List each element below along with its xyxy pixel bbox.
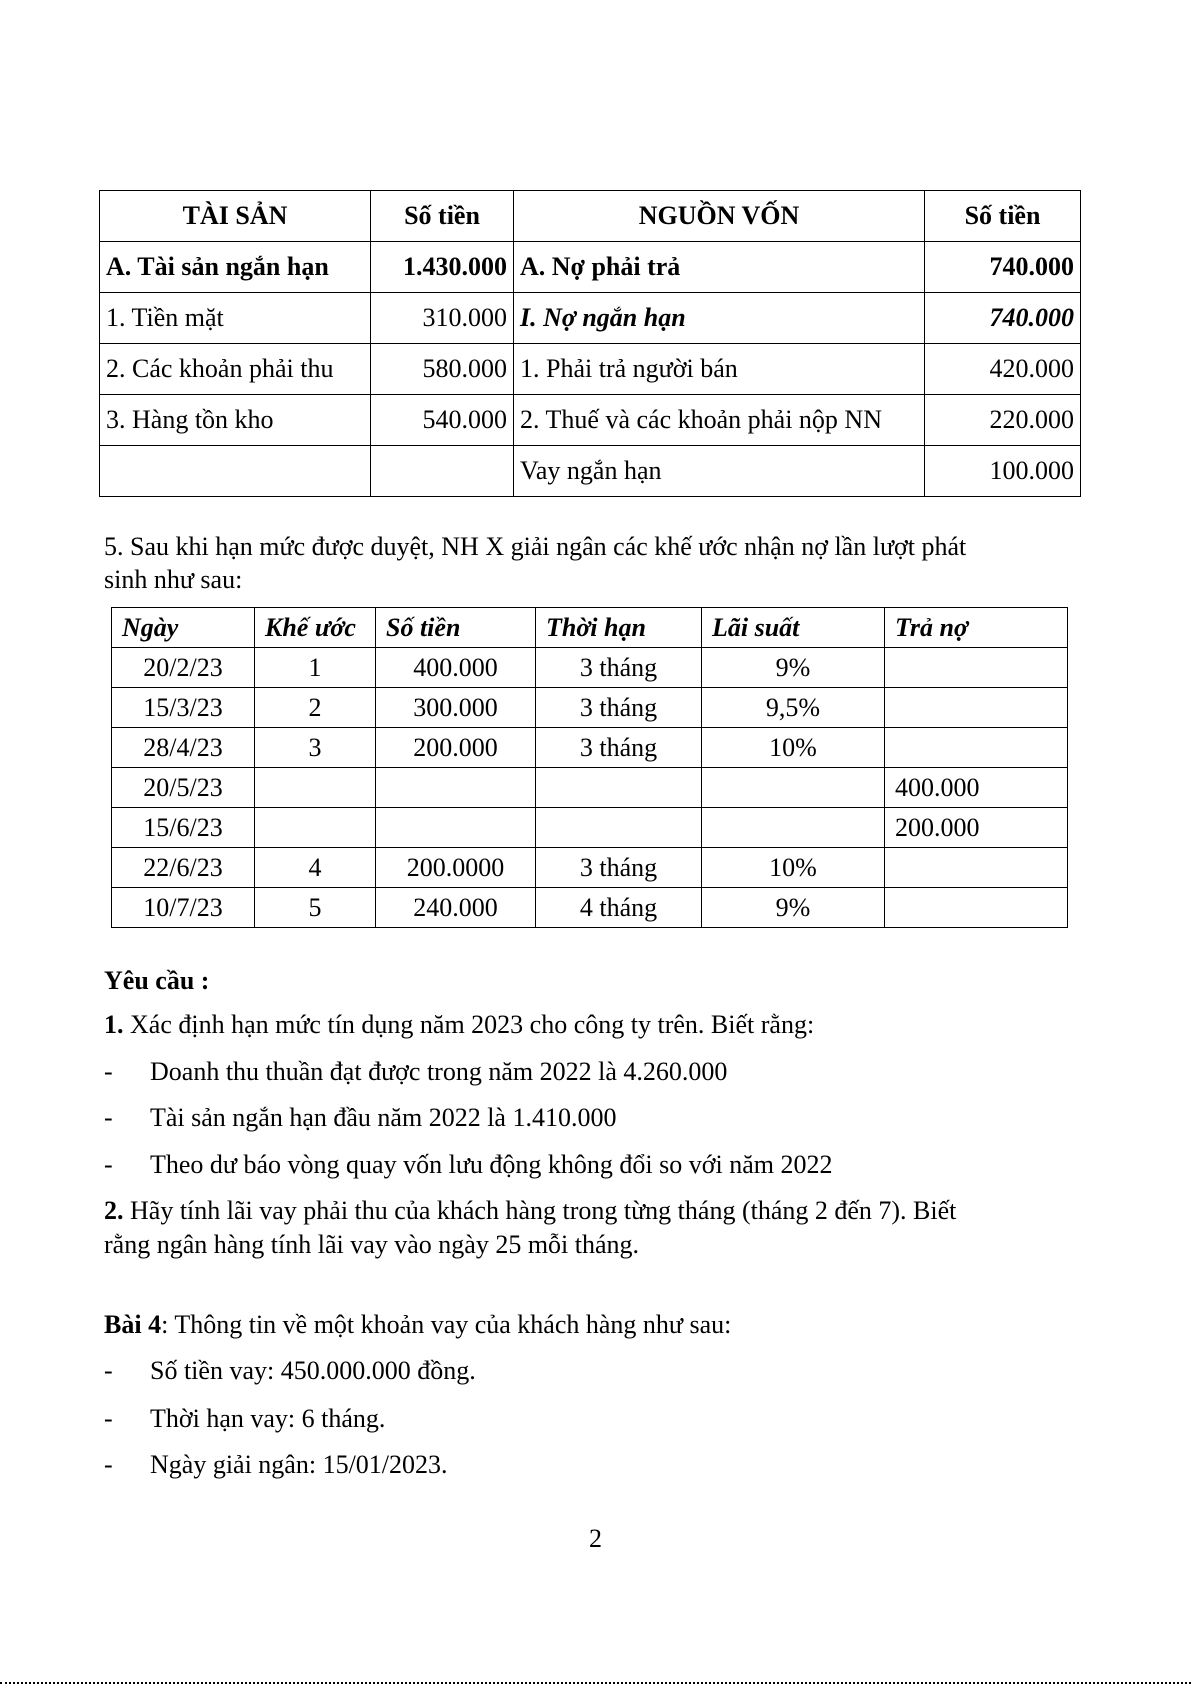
header-cell: Trả nợ — [885, 608, 1068, 648]
cell: 310.000 — [371, 293, 514, 344]
cell: 740.000 — [925, 242, 1081, 293]
cell: 2. Thuế và các khoản phải nộp NN — [514, 395, 925, 446]
table-header-row — [100, 191, 1081, 242]
bai4-label: Bài 4 — [104, 1310, 162, 1339]
cell: A. Tài sản ngắn hạn — [100, 242, 371, 293]
cell: 580.000 — [371, 344, 514, 395]
bai4-text: : Thông tin về một khoản vay của khách hàng như sau: — [161, 1310, 732, 1339]
question-2-cont: rằng ngân hàng tính lãi vay vào ngày 25 mỗi tháng. — [104, 1230, 640, 1259]
loan-disbursement-table — [111, 607, 1068, 928]
question-1 — [104, 1010, 814, 1040]
bullet-text: Số tiền vay: 450.000.000 đồng. — [150, 1356, 476, 1385]
table-row — [100, 293, 1081, 344]
cell: 4 tháng — [536, 888, 702, 928]
cell: 4 — [255, 848, 376, 888]
cell: 5 — [255, 888, 376, 928]
cell — [885, 688, 1068, 728]
cell: 540.000 — [371, 395, 514, 446]
cell: 3 — [255, 728, 376, 768]
cell: 1. Tiền mặt — [100, 293, 371, 344]
bai4-intro — [104, 1310, 731, 1340]
cell: 22/6/23 — [112, 848, 255, 888]
cell: 2 — [255, 688, 376, 728]
requirements-title: Yêu cầu : — [104, 966, 210, 995]
table-row — [100, 344, 1081, 395]
dash: - — [104, 1356, 113, 1385]
cell: 9% — [702, 888, 885, 928]
header-cell: Khế ước — [255, 608, 376, 648]
header-cell: Lãi suất — [702, 608, 885, 648]
cell — [255, 808, 376, 848]
cell: 200.0000 — [376, 848, 536, 888]
cell — [376, 768, 536, 808]
paragraph-line: sinh như sau: — [104, 565, 243, 594]
dash: - — [104, 1404, 113, 1433]
table-row — [112, 688, 1068, 728]
question-2 — [104, 1196, 956, 1226]
cell — [376, 808, 536, 848]
header-cell: NGUỒN VỐN — [514, 191, 925, 242]
header-cell: Ngày — [112, 608, 255, 648]
cell — [885, 728, 1068, 768]
cell — [255, 768, 376, 808]
header-cell: TÀI SẢN — [100, 191, 371, 242]
cell: 400.000 — [885, 768, 1068, 808]
table-header-row — [112, 608, 1068, 648]
table-row — [112, 728, 1068, 768]
table-row — [112, 768, 1068, 808]
cell: 20/2/23 — [112, 648, 255, 688]
dash: - — [104, 1103, 113, 1132]
cell: 100.000 — [925, 446, 1081, 497]
bullet-text: Tài sản ngắn hạn đầu năm 2022 là 1.410.000 — [150, 1103, 617, 1132]
bullet-text: Ngày giải ngân: 15/01/2023. — [150, 1450, 448, 1479]
question-text: Xác định hạn mức tín dụng năm 2023 cho công ty trên. Biết rằng: — [123, 1010, 815, 1039]
header-cell: Số tiền — [376, 608, 536, 648]
table-row — [112, 848, 1068, 888]
table-row — [112, 888, 1068, 928]
page-number: 2 — [589, 1524, 602, 1553]
cell: 15/6/23 — [112, 808, 255, 848]
cell — [702, 768, 885, 808]
page-bottom-divider — [0, 1682, 1191, 1684]
cell: 3. Hàng tồn kho — [100, 395, 371, 446]
question-number: 2. — [104, 1196, 124, 1225]
header-cell: Thời hạn — [536, 608, 702, 648]
cell: 200.000 — [376, 728, 536, 768]
cell: 20/5/23 — [112, 768, 255, 808]
cell: 740.000 — [925, 293, 1081, 344]
cell: 3 tháng — [536, 848, 702, 888]
cell: 1.430.000 — [371, 242, 514, 293]
cell: 420.000 — [925, 344, 1081, 395]
bullet-text: Theo dư báo vòng quay vốn lưu động không đổi so với năm 2022 — [150, 1150, 833, 1179]
cell — [885, 648, 1068, 688]
cell: 10% — [702, 848, 885, 888]
cell: A. Nợ phải trả — [514, 242, 925, 293]
dash: - — [104, 1450, 113, 1479]
cell — [536, 768, 702, 808]
table-row — [100, 395, 1081, 446]
cell: 10/7/23 — [112, 888, 255, 928]
table-row — [100, 242, 1081, 293]
balance-sheet-table — [99, 190, 1081, 497]
dash: - — [104, 1150, 113, 1179]
cell: 400.000 — [376, 648, 536, 688]
cell — [885, 848, 1068, 888]
cell: 1 — [255, 648, 376, 688]
cell: 28/4/23 — [112, 728, 255, 768]
cell — [702, 808, 885, 848]
cell: 3 tháng — [536, 728, 702, 768]
cell: I. Nợ ngắn hạn — [514, 293, 925, 344]
table-row — [112, 808, 1068, 848]
table-row — [100, 446, 1081, 497]
cell: 10% — [702, 728, 885, 768]
cell: 220.000 — [925, 395, 1081, 446]
cell: 9% — [702, 648, 885, 688]
cell: 15/3/23 — [112, 688, 255, 728]
cell: 3 tháng — [536, 648, 702, 688]
cell — [885, 888, 1068, 928]
cell — [100, 446, 371, 497]
cell — [536, 808, 702, 848]
header-cell: Số tiền — [925, 191, 1081, 242]
header-cell: Số tiền — [371, 191, 514, 242]
cell: 240.000 — [376, 888, 536, 928]
cell — [371, 446, 514, 497]
cell: Vay ngắn hạn — [514, 446, 925, 497]
bullet-text: Thời hạn vay: 6 tháng. — [150, 1404, 386, 1433]
cell: 3 tháng — [536, 688, 702, 728]
cell: 9,5% — [702, 688, 885, 728]
question-text: Hãy tính lãi vay phải thu của khách hàng trong từng tháng (tháng 2 đến 7). Biết — [123, 1196, 957, 1225]
cell: 200.000 — [885, 808, 1068, 848]
cell: 2. Các khoản phải thu — [100, 344, 371, 395]
paragraph-line: 5. Sau khi hạn mức được duyệt, NH X giải ngân các khế ước nhận nợ lần lượt phát — [104, 532, 967, 561]
cell: 1. Phải trả người bán — [514, 344, 925, 395]
table-row — [112, 648, 1068, 688]
question-number: 1. — [104, 1010, 124, 1039]
dash: - — [104, 1057, 113, 1086]
cell: 300.000 — [376, 688, 536, 728]
bullet-text: Doanh thu thuần đạt được trong năm 2022 là 4.260.000 — [150, 1057, 728, 1086]
